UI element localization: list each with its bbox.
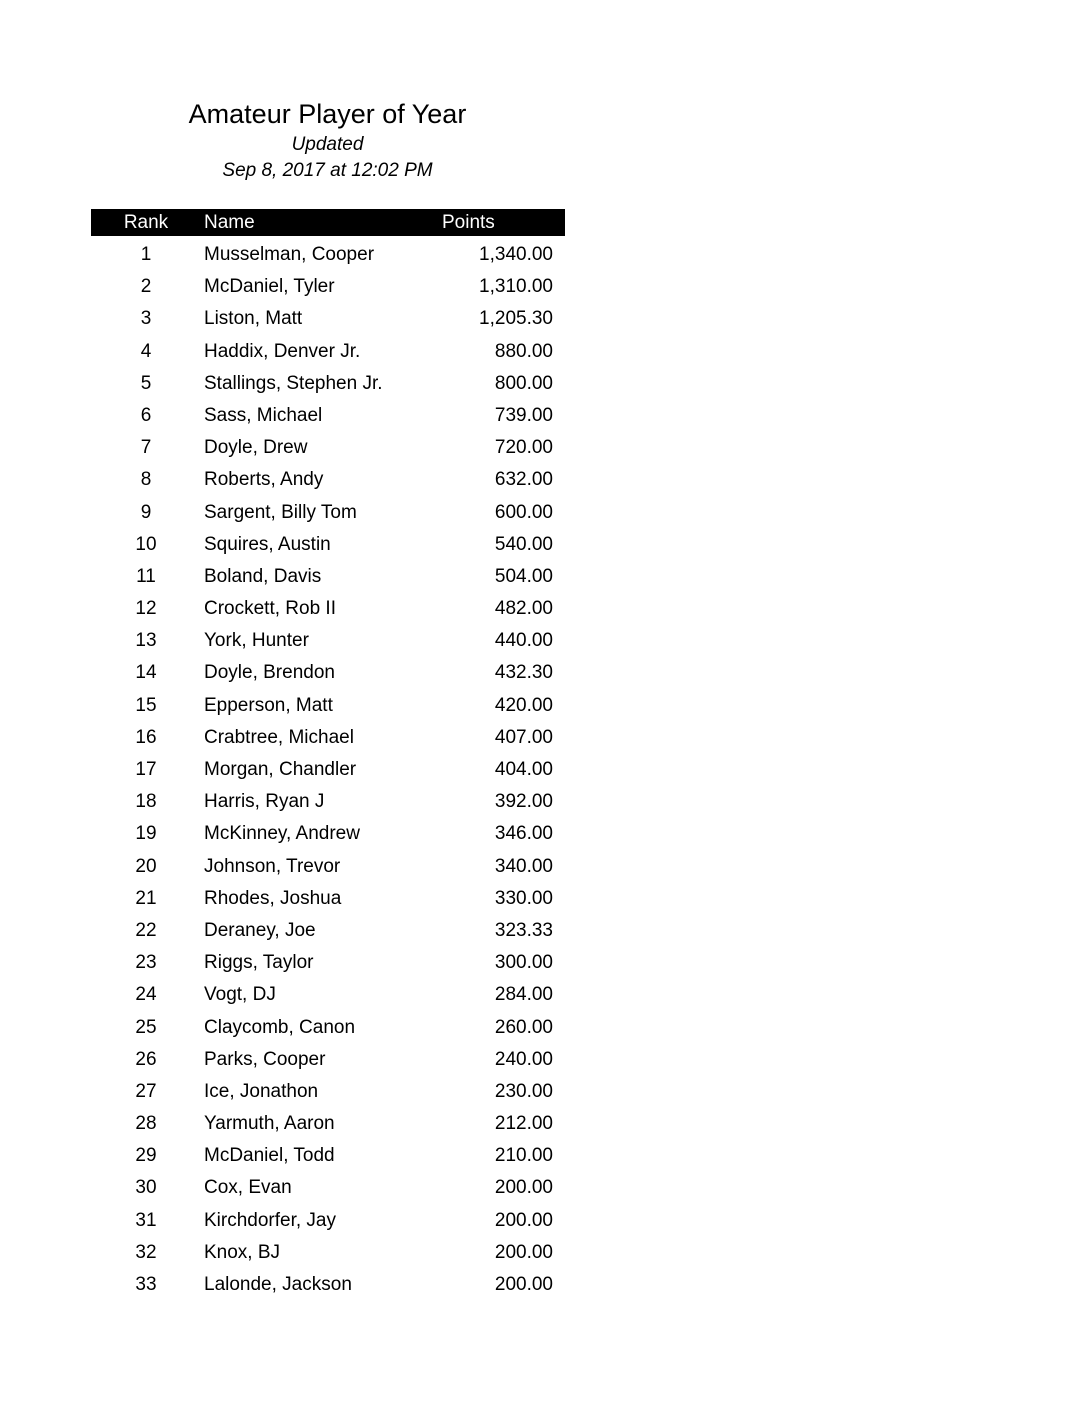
table-row — [91, 945, 565, 977]
points-cell: 340.00 — [494, 855, 553, 877]
points-cell: 482.00 — [494, 598, 553, 620]
points-cell: 440.00 — [494, 630, 553, 652]
rank-cell: 11 — [136, 565, 156, 587]
table-row — [91, 398, 565, 430]
column-header-rank: Rank — [123, 212, 169, 233]
rank-cell: 14 — [135, 662, 157, 684]
rank-cell: 15 — [135, 694, 157, 716]
player-name-cell: Boland, Davis — [204, 565, 322, 587]
table-row — [91, 913, 565, 945]
table-row — [91, 366, 565, 398]
player-name-cell: Parks, Cooper — [204, 1048, 326, 1070]
player-name-cell: Vogt, DJ — [204, 984, 276, 1006]
table-row — [91, 559, 565, 591]
player-name-cell: Sass, Michael — [204, 404, 323, 426]
table-row — [91, 1010, 565, 1042]
rank-cell: 30 — [135, 1177, 157, 1199]
player-name-cell: Claycomb, Canon — [204, 1016, 356, 1038]
rank-cell: 27 — [135, 1080, 157, 1102]
table-row — [91, 462, 565, 494]
table-row — [91, 591, 565, 623]
standings-table — [91, 209, 565, 1299]
points-cell: 1,340.00 — [479, 244, 553, 265]
player-name-cell: York, Hunter — [204, 630, 309, 652]
table-row — [91, 881, 565, 913]
table-row — [91, 977, 565, 1009]
table-row — [91, 752, 565, 784]
player-name-cell: Stallings, Stephen Jr. — [204, 372, 383, 394]
player-name-cell: Sargent, Billy Tom — [204, 501, 357, 523]
rank-cell: 6 — [140, 404, 152, 426]
rank-cell: 31 — [135, 1209, 157, 1231]
player-name-cell: Knox, BJ — [204, 1241, 281, 1263]
player-name-cell: Riggs, Taylor — [204, 952, 314, 974]
points-cell: 420.00 — [494, 694, 553, 716]
player-name-cell: Haddix, Denver Jr. — [204, 340, 361, 362]
table-row — [91, 1074, 565, 1106]
points-cell: 240.00 — [494, 1048, 553, 1070]
table-row — [91, 1042, 565, 1074]
table-row — [91, 237, 565, 269]
table-row — [91, 269, 565, 301]
table-row — [91, 655, 565, 687]
player-name-cell: Rhodes, Joshua — [204, 887, 342, 909]
points-cell: 210.00 — [494, 1145, 553, 1167]
table-row — [91, 816, 565, 848]
player-name-cell: Morgan, Chandler — [204, 759, 357, 780]
rank-cell: 19 — [135, 823, 157, 845]
table-row — [91, 430, 565, 462]
player-name-cell: Deraney, Joe — [204, 919, 316, 941]
player-name-cell: McKinney, Andrew — [204, 823, 360, 845]
points-cell: 540.00 — [494, 533, 553, 555]
table-row — [91, 1235, 565, 1267]
points-cell: 432.30 — [494, 662, 553, 684]
updated-label: Updated — [291, 134, 364, 155]
rank-cell: 21 — [135, 887, 157, 909]
player-name-cell: Doyle, Drew — [204, 437, 308, 459]
rank-cell: 23 — [135, 952, 157, 974]
player-name-cell: Ice, Jonathon — [204, 1080, 319, 1102]
table-row — [91, 1203, 565, 1235]
points-cell: 407.00 — [494, 726, 553, 748]
points-cell: 392.00 — [494, 791, 553, 813]
points-cell: 300.00 — [494, 952, 553, 974]
updated-date: Sep 8, 2017 at 12:02 PM — [222, 160, 433, 181]
points-cell: 230.00 — [494, 1080, 553, 1102]
points-cell: 632.00 — [494, 469, 553, 491]
table-row — [91, 688, 565, 720]
player-name-cell: Crockett, Rob II — [204, 598, 336, 620]
column-header-points: Points — [442, 212, 495, 233]
points-cell: 504.00 — [494, 565, 553, 587]
rank-cell: 33 — [135, 1274, 157, 1295]
player-name-cell: Epperson, Matt — [204, 694, 333, 716]
player-name-cell: McDaniel, Todd — [204, 1145, 335, 1167]
rank-cell: 25 — [135, 1016, 157, 1038]
points-cell: 404.00 — [494, 759, 553, 780]
rank-cell: 18 — [135, 791, 157, 813]
rank-cell: 9 — [140, 501, 152, 523]
player-name-cell: McDaniel, Tyler — [204, 276, 335, 298]
player-name-cell: Squires, Austin — [204, 533, 331, 555]
table-row — [91, 527, 565, 559]
table-row — [91, 334, 565, 366]
table-row — [91, 784, 565, 816]
player-name-cell: Kirchdorfer, Jay — [204, 1209, 336, 1231]
table-row — [91, 720, 565, 752]
player-name-cell: Crabtree, Michael — [204, 726, 354, 748]
report-header — [90, 96, 565, 184]
points-cell: 720.00 — [494, 437, 553, 459]
table-row — [91, 301, 565, 333]
rank-cell: 28 — [135, 1113, 157, 1135]
points-cell: 323.33 — [494, 919, 553, 941]
points-cell: 330.00 — [494, 887, 553, 909]
player-name-cell: Cox, Evan — [204, 1177, 292, 1199]
table-row — [91, 1138, 565, 1170]
rank-cell: 10 — [135, 533, 157, 555]
table-body — [91, 236, 565, 1299]
rank-cell: 29 — [135, 1145, 157, 1167]
rank-cell: 26 — [135, 1048, 157, 1070]
points-cell: 600.00 — [494, 501, 553, 523]
table-row — [91, 495, 565, 527]
player-name-cell: Lalonde, Jackson — [204, 1274, 352, 1295]
points-cell: 284.00 — [494, 984, 553, 1006]
points-cell: 200.00 — [494, 1177, 553, 1199]
points-cell: 800.00 — [494, 372, 553, 394]
rank-cell: 22 — [135, 919, 157, 941]
rank-cell: 20 — [135, 855, 157, 877]
rank-cell: 7 — [140, 437, 152, 459]
points-cell: 880.00 — [494, 340, 553, 362]
player-name-cell: Musselman, Cooper — [204, 244, 375, 265]
player-name-cell: Liston, Matt — [204, 308, 303, 330]
player-name-cell: Harris, Ryan J — [204, 791, 325, 813]
points-cell: 200.00 — [494, 1209, 553, 1231]
column-header-name: Name — [204, 212, 255, 233]
rank-cell: 13 — [135, 630, 157, 652]
points-cell: 200.00 — [494, 1241, 553, 1263]
rank-cell: 12 — [135, 598, 157, 620]
points-cell: 739.00 — [494, 404, 553, 426]
player-name-cell: Yarmuth, Aaron — [204, 1113, 335, 1135]
points-cell: 200.00 — [494, 1274, 553, 1295]
rank-cell: 3 — [140, 308, 152, 330]
table-row — [91, 849, 565, 881]
rank-cell: 32 — [135, 1241, 157, 1263]
points-cell: 212.00 — [494, 1113, 553, 1135]
player-name-cell: Johnson, Trevor — [204, 855, 341, 877]
page-title: Amateur Player of Year — [188, 99, 467, 129]
player-name-cell: Roberts, Andy — [204, 469, 324, 491]
table-row — [91, 1170, 565, 1202]
table-header — [91, 209, 565, 236]
table-row — [91, 1267, 565, 1299]
table-row — [91, 1106, 565, 1138]
points-cell: 1,310.00 — [479, 276, 553, 298]
points-cell: 1,205.30 — [479, 308, 553, 330]
player-name-cell: Doyle, Brendon — [204, 662, 335, 684]
rank-cell: 2 — [140, 276, 152, 298]
rank-cell: 16 — [135, 726, 157, 748]
rank-cell: 8 — [140, 469, 152, 491]
points-cell: 260.00 — [494, 1016, 553, 1038]
rank-cell: 1 — [140, 244, 152, 265]
points-cell: 346.00 — [494, 823, 553, 845]
rank-cell: 24 — [135, 984, 157, 1006]
table-row — [91, 623, 565, 655]
rank-cell: 5 — [140, 372, 152, 394]
rank-cell: 4 — [140, 340, 152, 362]
rank-cell: 17 — [135, 759, 157, 780]
